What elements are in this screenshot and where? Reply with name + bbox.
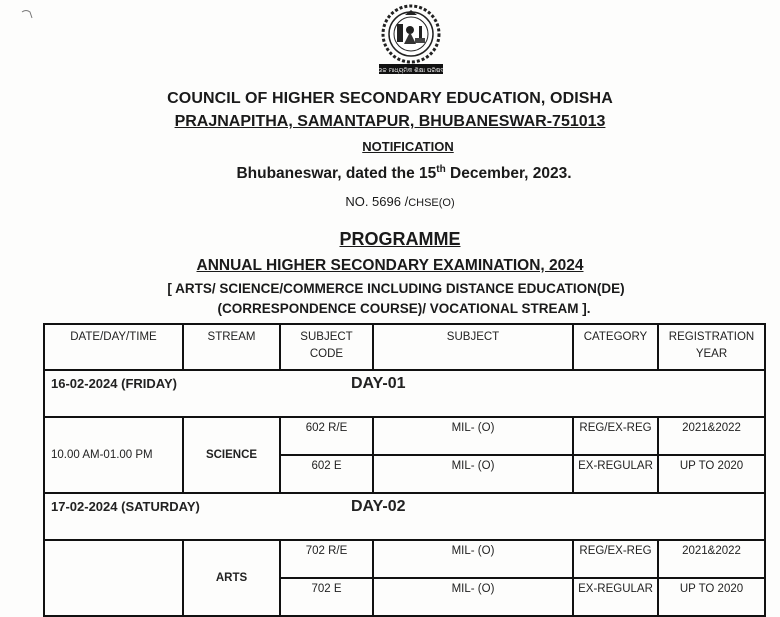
header-category: CATEGORY: [573, 324, 658, 370]
dated-suffix: December, 2023.: [445, 165, 572, 183]
svg-text:ଉଚ୍ଚ ମାଧ୍ୟମିକ ଶିକ୍ଷା ପରିଷଦ୍: ଉଚ୍ଚ ମାଧ୍ୟମିକ ଶିକ୍ଷା ପରିଷଦ୍: [377, 67, 445, 74]
streams-line-1: [ ARTS/ SCIENCE/COMMERCE INCLUDING DISTANCE EDUCATION(DE): [167, 281, 625, 296]
subject-name: MIL- (O): [373, 455, 573, 493]
header-code-line1: SUBJECT: [300, 331, 353, 343]
day-number: DAY-02: [351, 498, 406, 515]
header-registration-year: [658, 324, 765, 370]
subject-code: 602 E: [280, 455, 373, 493]
dated-superscript: th: [436, 164, 446, 175]
registration-year: 2021&2022: [658, 417, 765, 455]
number-main: NO. 5696 /: [345, 194, 409, 209]
stream-name: SCIENCE: [183, 417, 280, 493]
notification-number: [10, 194, 780, 209]
subject-code: 602 R/E: [280, 417, 373, 455]
day-number: DAY-01: [351, 375, 406, 392]
number-office: CHSE(O): [408, 197, 455, 209]
council-address: PRAJNAPITHA, SAMANTAPUR, BHUBANESWAR-751013: [174, 113, 606, 130]
subject-code: 702 R/E: [280, 540, 373, 578]
chse-logo-icon: [371, 2, 451, 80]
council-name: COUNCIL OF HIGHER SECONDARY EDUCATION, ODISHA: [167, 90, 613, 107]
dated-line: [14, 164, 780, 183]
day-row: [44, 493, 765, 540]
table-header-row: [44, 324, 765, 370]
header-subject-code: [280, 324, 373, 370]
header-reg-line1: REGISTRATION: [668, 331, 755, 343]
category: REG/EX-REG: [573, 417, 658, 455]
header-date: DATE/DAY/TIME: [44, 324, 183, 370]
subject-name: MIL- (O): [373, 540, 573, 578]
header-subject: SUBJECT: [373, 324, 573, 370]
category: EX-REGULAR: [573, 455, 658, 493]
table-row: [44, 540, 765, 578]
registration-year: UP TO 2020: [658, 578, 765, 616]
programme-title: PROGRAMME: [339, 229, 461, 249]
exam-time: 10.00 AM-01.00 PM: [44, 417, 183, 493]
subject-name: MIL- (O): [373, 417, 573, 455]
registration-year: UP TO 2020: [658, 455, 765, 493]
category: EX-REGULAR: [573, 578, 658, 616]
streams-line-2: (CORRESPONDENCE COURSE)/ VOCATIONAL STREAM ].: [217, 301, 591, 316]
category: REG/EX-REG: [573, 540, 658, 578]
exam-title: ANNUAL HIGHER SECONDARY EXAMINATION, 2024: [196, 257, 584, 274]
notification-heading: NOTIFICATION: [362, 139, 454, 154]
header-reg-line2: YEAR: [695, 348, 728, 360]
day-cell: [44, 370, 765, 417]
registration-year: 2021&2022: [658, 540, 765, 578]
pen-mark-decoration: [20, 8, 40, 28]
day-date: 17-02-2024 (SATURDAY): [51, 499, 200, 514]
header-stream: STREAM: [183, 324, 280, 370]
day-date: 16-02-2024 (FRIDAY): [51, 376, 177, 391]
table-row: [44, 417, 765, 455]
dated-prefix: Bhubaneswar, dated the 15: [236, 165, 437, 183]
subject-name: MIL- (O): [373, 578, 573, 616]
exam-time: [44, 540, 183, 616]
subject-code: 702 E: [280, 578, 373, 616]
day-cell: [44, 493, 765, 540]
day-row: [44, 370, 765, 417]
stream-name: ARTS: [183, 540, 280, 616]
header-code-line2: CODE: [309, 348, 344, 360]
exam-programme-table: [43, 323, 766, 617]
